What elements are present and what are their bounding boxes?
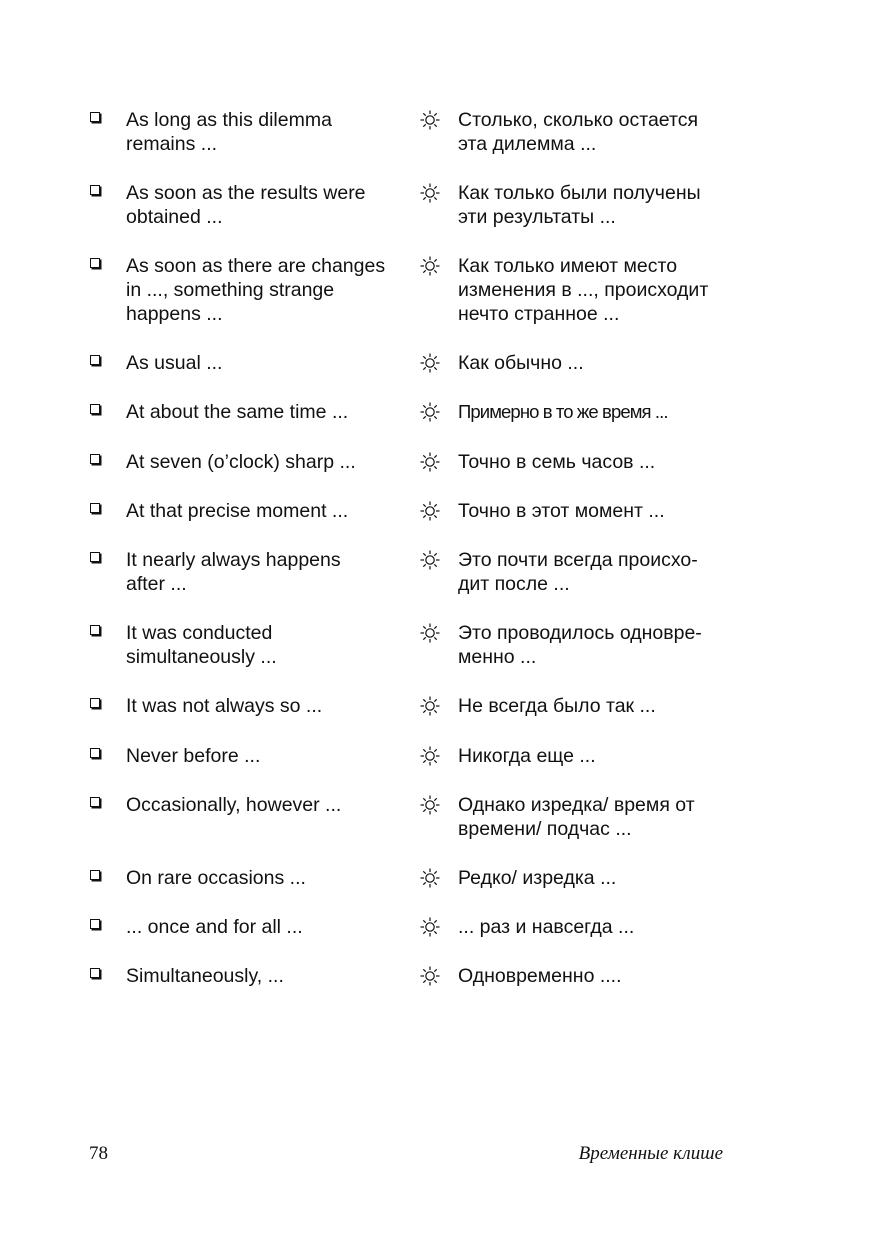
- english-phrase: At about the same time ...: [126, 401, 349, 423]
- checkbox-bullet-icon: [90, 404, 100, 414]
- russian-phrase: Однако изредка/ время от времени/ подчас ...: [458, 794, 695, 840]
- checkbox-bullet-icon: [90, 919, 100, 929]
- checkbox-bullet-icon: [90, 870, 100, 880]
- english-phrase: It nearly always happens after ...: [126, 549, 341, 595]
- checkbox-bullet-icon: [90, 552, 100, 562]
- english-phrase: As soon as there are changes in ..., something strange happens ...: [126, 255, 386, 325]
- sun-bullet-icon: [419, 867, 441, 889]
- sun-bullet-icon: [419, 500, 441, 522]
- sun-bullet-icon: [419, 916, 441, 938]
- checkbox-bullet-icon: [90, 355, 100, 365]
- checkbox-bullet-icon: [90, 968, 100, 978]
- sun-bullet-icon: [419, 794, 441, 816]
- russian-phrase: Столько, сколько остается эта дилемма ...: [458, 109, 699, 155]
- russian-phrase: Это проводилось одновре- менно ...: [458, 622, 702, 668]
- sun-bullet-icon: [419, 549, 441, 571]
- sun-bullet-icon: [419, 182, 441, 204]
- english-phrase: It was not always so ...: [126, 695, 323, 717]
- english-phrase: Simultaneously, ...: [126, 965, 284, 987]
- english-phrase: As long as this dilemma remains ...: [126, 109, 332, 155]
- sun-bullet-icon: [419, 745, 441, 767]
- russian-phrase: Примерно в то же время ...: [458, 401, 668, 422]
- sun-bullet-icon: [419, 352, 441, 374]
- checkbox-bullet-icon: [90, 454, 100, 464]
- english-phrase: On rare occasions ...: [126, 867, 306, 889]
- sun-bullet-icon: [419, 401, 441, 423]
- checkbox-bullet-icon: [90, 748, 100, 758]
- russian-phrase: Точно в семь часов ...: [458, 451, 656, 473]
- russian-phrase: Как только были получены эти результаты ...: [458, 182, 701, 228]
- russian-phrase: Не всегда было так ...: [458, 695, 656, 717]
- page-number: 78: [89, 1143, 108, 1164]
- checkbox-bullet-icon: [90, 185, 100, 195]
- russian-phrase: Одновременно ....: [458, 965, 622, 987]
- checkbox-bullet-icon: [90, 698, 100, 708]
- sun-bullet-icon: [419, 695, 441, 717]
- checkbox-bullet-icon: [90, 112, 100, 122]
- russian-phrase: Как только имеют место изменения в ..., происходит нечто странное ...: [458, 255, 709, 325]
- checkbox-bullet-icon: [90, 625, 100, 635]
- english-phrase: Occasionally, however ...: [126, 794, 342, 816]
- russian-phrase: Редко/ изредка ...: [458, 867, 617, 889]
- russian-phrase: Точно в этот момент ...: [458, 500, 665, 522]
- english-phrase: At seven (o’clock) sharp ...: [126, 451, 356, 473]
- english-phrase: Never before ...: [126, 745, 261, 767]
- sun-bullet-icon: [419, 255, 441, 277]
- russian-phrase: Как обычно ...: [458, 352, 584, 374]
- russian-phrase: ... раз и навсегда ...: [458, 916, 635, 938]
- checkbox-bullet-icon: [90, 503, 100, 513]
- english-phrase: At that precise moment ...: [126, 500, 349, 522]
- sun-bullet-icon: [419, 109, 441, 131]
- english-phrase: As soon as the results were obtained ...: [126, 182, 366, 228]
- english-phrase: ... once and for all ...: [126, 916, 303, 938]
- checkbox-bullet-icon: [90, 797, 100, 807]
- english-phrase: It was conducted simultaneously ...: [126, 622, 277, 668]
- checkbox-bullet-icon: [90, 258, 100, 268]
- sun-bullet-icon: [419, 622, 441, 644]
- sun-bullet-icon: [419, 965, 441, 987]
- russian-phrase: Никогда еще ...: [458, 745, 596, 767]
- sun-bullet-icon: [419, 451, 441, 473]
- english-phrase: As usual ...: [126, 352, 223, 374]
- section-title: Временные клише: [578, 1143, 723, 1164]
- russian-phrase: Это почти всегда происхо- дит после ...: [458, 549, 698, 595]
